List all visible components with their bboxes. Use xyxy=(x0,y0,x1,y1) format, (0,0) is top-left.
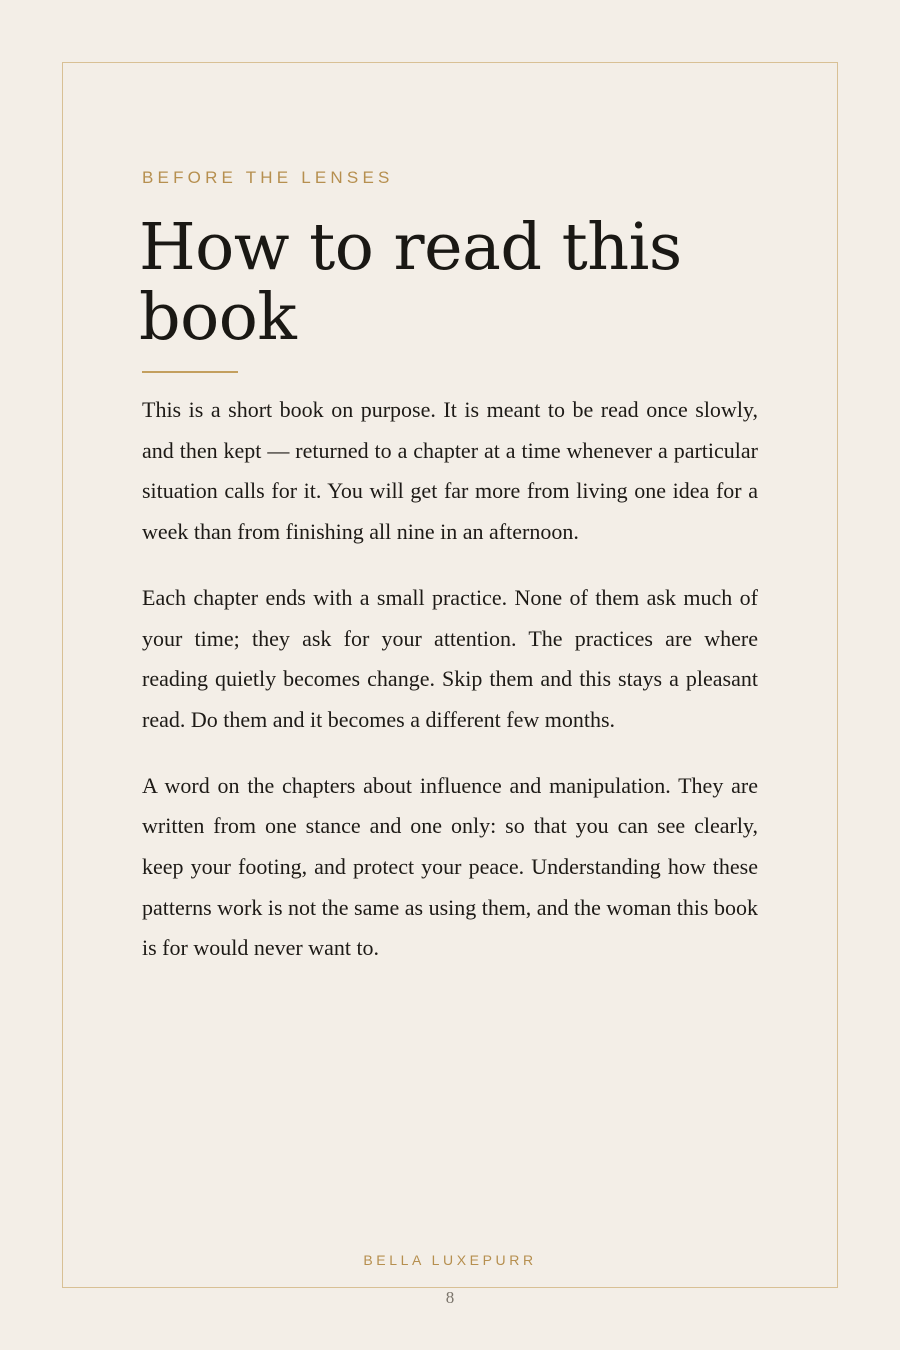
paragraph-2: Each chapter ends with a small practice. None of them ask much of your time; they ask for your attention. The practices are where reading quietly becomes change. Skip them and this stays a pleasant read. Do them and it becomes a different few months. xyxy=(142,584,758,732)
page-title: How to read this book xyxy=(139,210,682,355)
body-text xyxy=(142,390,758,994)
section-eyebrow: BEFORE THE LENSES xyxy=(142,168,394,187)
title-divider xyxy=(142,371,238,373)
page-number: 8 xyxy=(445,1288,455,1307)
footer-author: BELLA LUXEPURR xyxy=(363,1252,537,1268)
paragraph-1: This is a short book on purpose. It is meant to be read once slowly, and then kept — returned to a chapter at a time whenever a particular situation calls for it. You will get far more from living one idea for a week than from finishing all nine in an afternoon. xyxy=(142,397,758,545)
paragraph-3: A word on the chapters about influence and manipulation. They are written from one stance and one only: so that you can see clearly, keep your footing, and protect your peace. Understanding how these patterns work is not the same as using them, and the woman this book is for would never want to. xyxy=(142,772,758,961)
